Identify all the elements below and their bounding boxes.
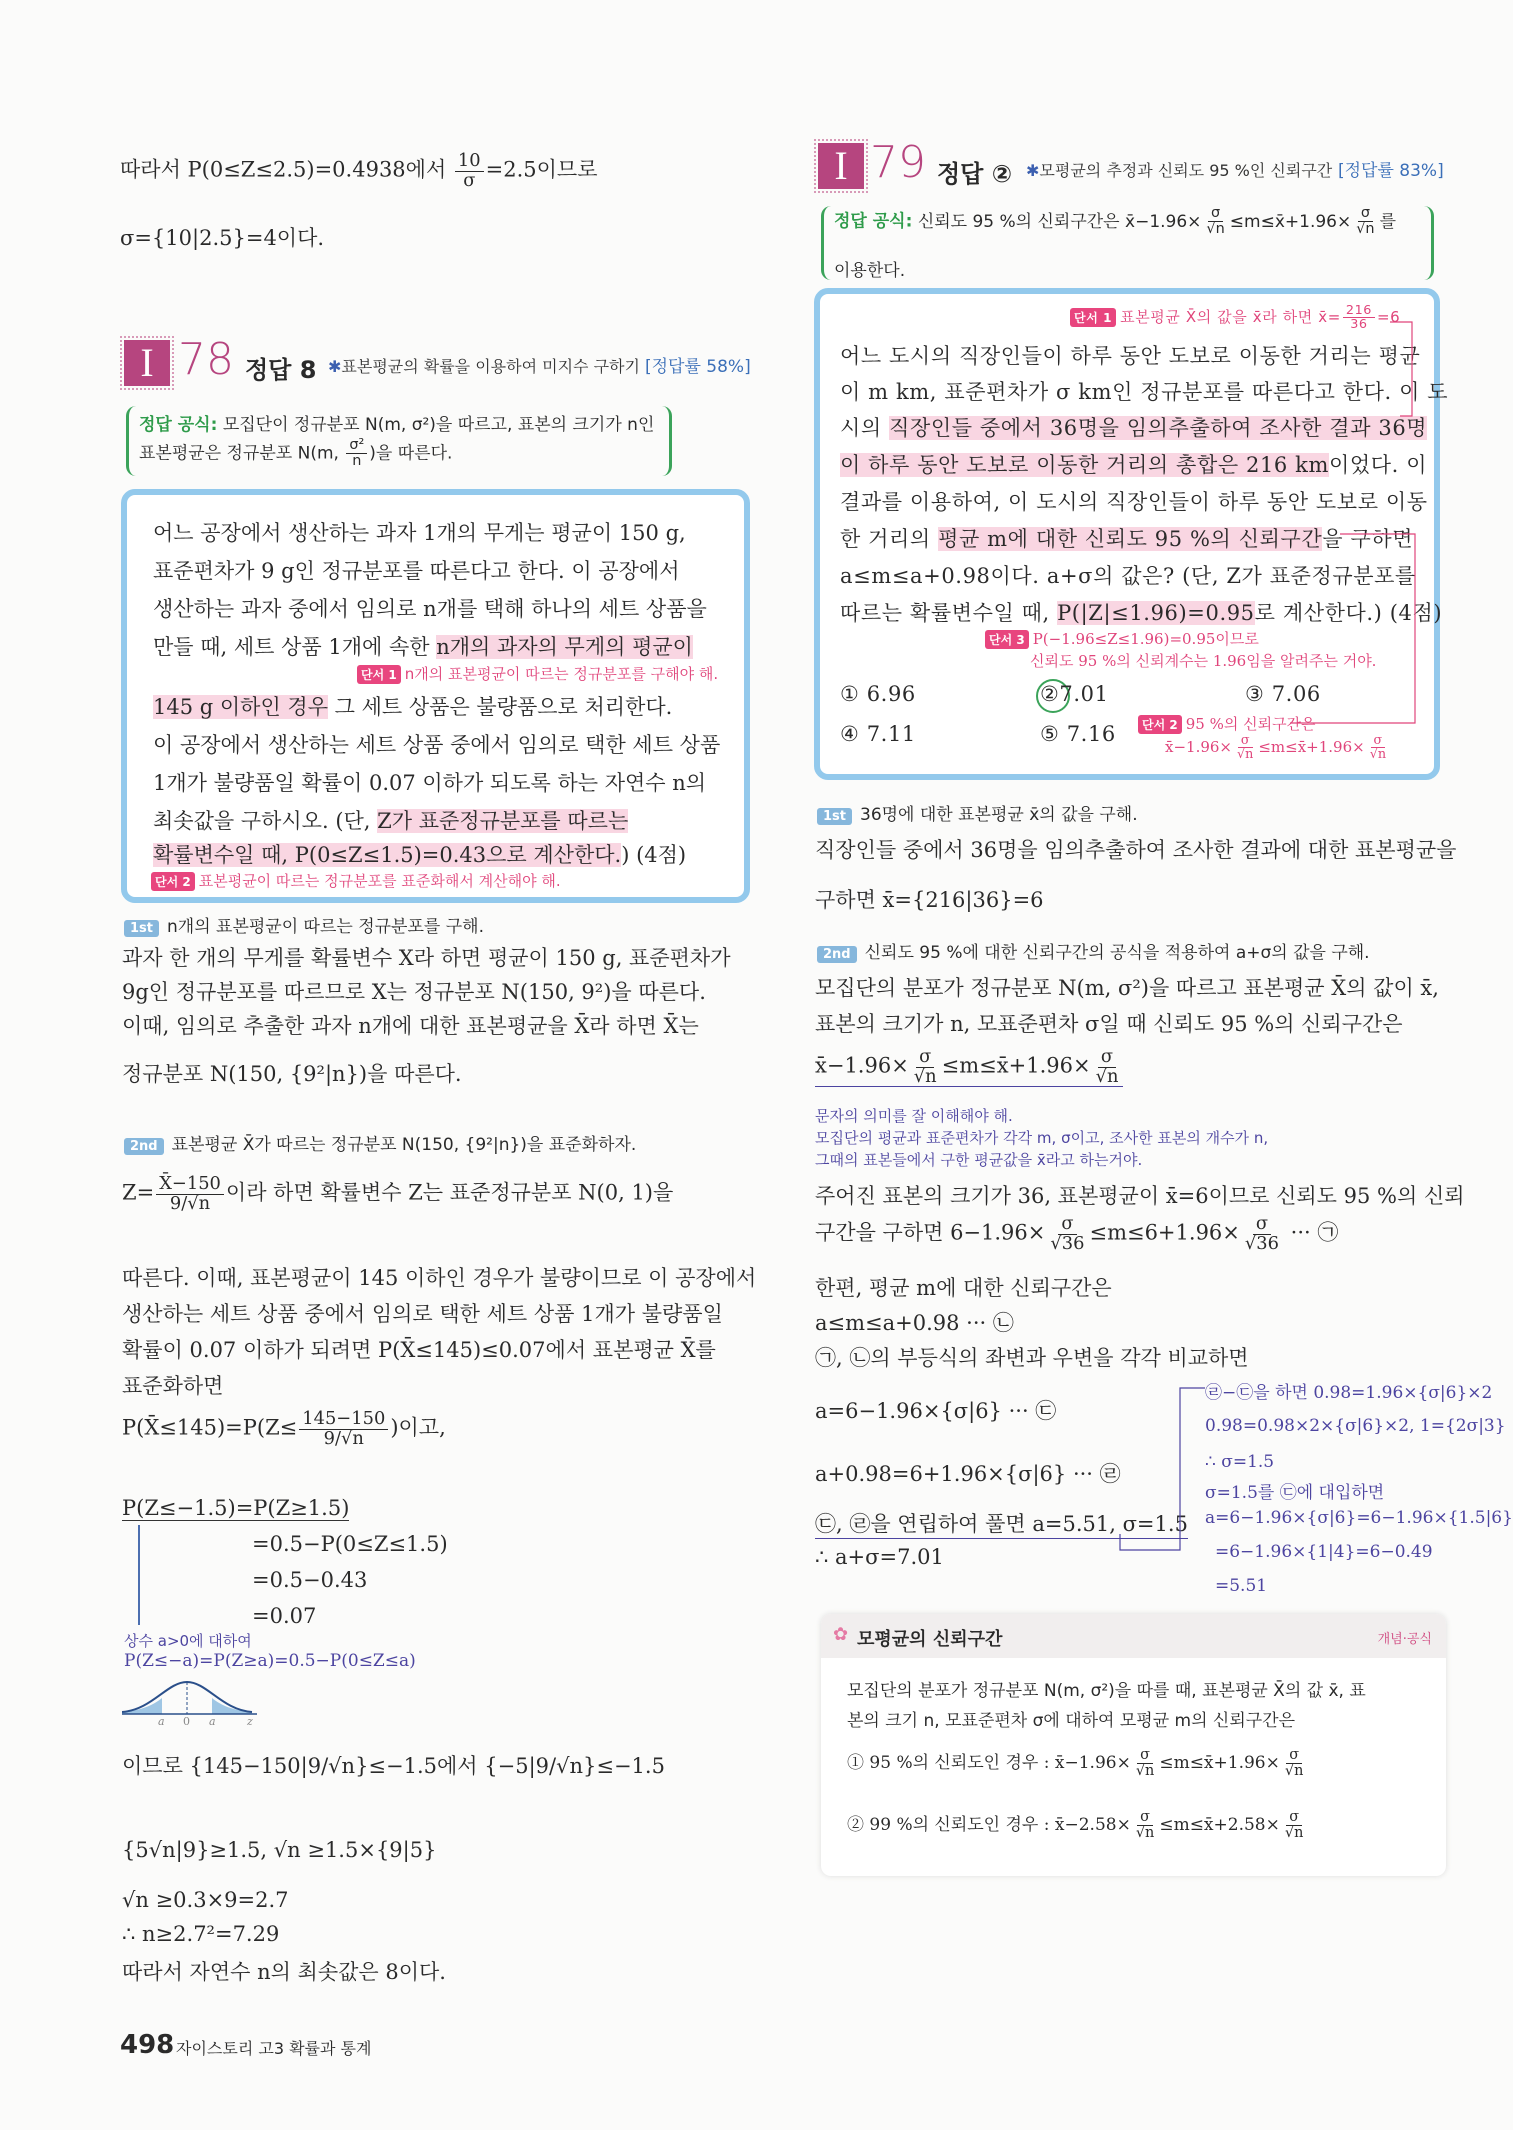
problem-box (121, 489, 750, 903)
curve-label: z (247, 1715, 253, 1726)
side-note: ∴ σ=1.5 (1205, 1452, 1275, 1472)
solution-line: √n ≥0.3×9=2.7 (122, 1888, 289, 1912)
fraction: $\frac{\sigma}{√n}$ (1206, 205, 1225, 238)
problem-line: 이 공장에서 생산하는 세트 상품 중에서 임의로 택한 세트 상품 (153, 733, 721, 757)
problem-line: 만들 때, 세트 상품 1개에 속한 n개의 과자의 무게의 평균이 (153, 635, 693, 659)
hint-connector-lines (820, 294, 1434, 774)
section-badge: I (124, 340, 170, 386)
hint-2: 단서 2 95 %의 신뢰구간은 (1138, 713, 1316, 734)
fraction: $\frac{\sigma}{√n}$ (1356, 205, 1375, 238)
formula-box (126, 406, 672, 476)
step-1-heading: 1st n개의 표본평균이 따르는 정규분포를 구해. (124, 912, 484, 937)
problem-line: 어느 도시의 직장인들이 하루 동안 도보로 이동한 거리는 평균 (840, 344, 1421, 368)
choice-5[interactable]: ⑤ 7.16 (1040, 722, 1116, 746)
note-line: 모집단의 평균과 표준편차가 각각 m, σ이고, 조사한 표본의 개수가 n, (815, 1129, 1269, 1147)
solution-line: a≤m≤a+0.98 ··· ㉡ (815, 1311, 1014, 1335)
fraction: $\frac{\sigma}{√n}$ (1284, 1747, 1304, 1780)
fraction: $\frac{\sigma}{√n}$ (1095, 1046, 1119, 1087)
solution-line: Z= $\frac{X̄-150}{9/√n}$ 이라 하면 확률변수 Z는 표준정규분포 N(0, 1)을 (122, 1173, 674, 1214)
solution-line: a=6−1.96×{σ|6} ··· ㉢ (815, 1399, 1057, 1423)
intro-line-2: σ={10|2.5}=4이다. (120, 226, 325, 250)
book-title: 자이스토리 고3 확률과 통계 (176, 2039, 372, 2058)
side-connector-line (1040, 1380, 1210, 1560)
fraction: $\frac{216}{36}$ (1343, 304, 1375, 332)
problem-line: 확률변수일 때, P(0≤Z≤1.5)=0.43으로 계산한다.) (4점) (153, 843, 687, 867)
concept-tag: 개념·공식 (1377, 1632, 1432, 1647)
answer-label: 정답 8 (245, 356, 317, 384)
solution-line: 따라서 자연수 n의 최솟값은 8이다. (122, 1960, 446, 1984)
correct-rate: [정답률 58%] (645, 357, 751, 377)
side-note: a=6−1.96×{σ|6}=6−1.96×{1.5|6} (1205, 1508, 1513, 1528)
fraction: $\frac{\sigma}{√n}$ (1237, 733, 1254, 763)
concept-header (821, 1614, 1446, 1658)
problem-topic: ✱모평균의 추정과 신뢰도 95 %인 신뢰구간 (1026, 161, 1333, 180)
formula-line-1: 모집단이 정규분포 N(m, σ²)을 따르고, 표본의 크기가 n인 (222, 415, 655, 435)
solution-line: =0.07 (252, 1604, 317, 1628)
choice-4[interactable]: ④ 7.11 (840, 722, 916, 746)
solution-line: 직장인들 중에서 36명을 임의추출하여 조사한 결과에 대한 표본평균을 (815, 838, 1457, 862)
choice-1[interactable]: ① 6.96 (840, 682, 916, 706)
problem-topic: ✱표본평균의 확률을 이용하여 미지수 구하기 (328, 357, 640, 376)
problem-line: 표준편차가 9 g인 정규분포를 따른다고 한다. 이 공장에서 (153, 559, 680, 583)
side-note: =5.51 (1215, 1576, 1268, 1596)
side-note: σ=1.5를 ㉢에 대입하면 (1205, 1483, 1385, 1503)
concept-line: 본의 크기 n, 모표준편차 σ에 대하여 모평균 m의 신뢰구간은 (847, 1711, 1296, 1731)
step-2-heading: 2nd 신뢰도 95 %에 대한 신뢰구간의 공식을 적용하여 a+σ의 값을 구해. (817, 938, 1370, 963)
problem-number: 79 (870, 137, 926, 188)
curve-label: a (158, 1715, 165, 1726)
side-note: 0.98=0.98×2×{σ|6}×2, 1={2σ|3} (1205, 1416, 1506, 1436)
solution-line: x̄−1.96× $\frac{\sigma}{√n}$ ≤m≤x̄+1.96× $\frac{\sigma}{√n}$ (815, 1048, 1123, 1087)
fraction: $\frac{\sigma}{√n}$ (1135, 1809, 1155, 1842)
solution-line: 정규분포 N(150, {9²|n})을 따른다. (122, 1062, 462, 1086)
fraction: $\frac{\text{σ²}}{n}$ (346, 438, 367, 469)
fraction: $\frac{145-150}{9/√n}$ (299, 1410, 388, 1448)
flower-icon: ✿ (833, 1624, 849, 1645)
concept-box (821, 1614, 1446, 1876)
fraction: $\frac{\sigma}{√n}$ (1135, 1747, 1155, 1780)
step-2-heading: 2nd 표본평균 X̄가 따르는 정규분포 N(150, {9²|n})을 표준화하자. (124, 1130, 636, 1155)
hint-3-line-2: 신뢰도 95 %의 신뢰계수는 1.96임을 알려주는 거야. (1030, 652, 1377, 670)
solution-line: 표본의 크기가 n, 모표준편차 σ일 때 신뢰도 95 %의 신뢰구간은 (815, 1012, 1403, 1036)
solution-line: ∴ n≥2.7²=7.29 (122, 1922, 280, 1946)
problem-line: 어느 공장에서 생산하는 과자 1개의 무게는 평균이 150 g, (153, 521, 686, 545)
solution-line: P(Z≤−1.5)=P(Z≥1.5) (122, 1496, 350, 1520)
hint-1: 단서 1 표본평균 X̄의 값을 x̄라 하면 x̄= $\frac{216}{36}$ =6 (1070, 304, 1400, 332)
problem-line: 최솟값을 구하시오. (단, Z가 표준정규분포를 따르는 (153, 809, 629, 833)
formula-label: 정답 공식: (834, 211, 913, 232)
solution-line: 이므로 {145−150|9/√n}≤−1.5에서 {−5|9/√n}≤−1.5 (122, 1754, 665, 1778)
solution-line: =0.5−0.43 (252, 1568, 368, 1592)
problem-line: 시의 직장인들 중에서 36명을 임의추출하여 조사한 결과 36명 (840, 416, 1428, 440)
problem-line: 생산하는 과자 중에서 임의로 n개를 택해 하나의 세트 상품을 (153, 597, 707, 621)
formula-label: 정답 공식: (139, 415, 218, 435)
note-line: P(Z≤−a)=P(Z≥a)=0.5−P(0≤Z≤a) (124, 1651, 416, 1671)
curve-label: 0 (183, 1715, 190, 1726)
section-badge: I (818, 143, 864, 189)
formula-line-2: 표본평균은 정규분포 N(m, $\frac{\text{σ²}}{n}$ )을 따른다. (139, 437, 453, 470)
hint-1: 단서 1 n개의 표본평균이 따르는 정규분포를 구해야 해. (357, 663, 718, 684)
problem-line: 이 m km, 표준편차가 σ km인 정규분포를 따른다고 한다. 이 도 (840, 380, 1449, 404)
problem-line: a≤m≤a+0.98이다. a+σ의 값은? (단, Z가 표준정규분포를 (840, 564, 1416, 588)
problem-number: 78 (178, 334, 234, 385)
concept-line: 모집단의 분포가 정규분포 N(m, σ²)을 따를 때, 표본평균 X̄의 값 x̄, 표 (847, 1681, 1366, 1701)
solution-line: 구간을 구하면 6−1.96× $\frac{\sigma}{√36}$ ≤m≤6+1.96× $\frac{\sigma}{√36}$ ··· ㉠ (815, 1213, 1339, 1254)
note-line: 그때의 표본들에서 구한 평균값을 x̄라고 하는거야. (815, 1151, 1143, 1169)
concept-item-2: ② 99 %의 신뢰도인 경우 : x̄−2.58× $\frac{\sigma}{√n}$ ≤m≤x̄+2.58× $\frac{\sigma}{√n}$ (847, 1810, 1308, 1841)
formula-line-1: 신뢰도 95 %의 신뢰구간은 x̄−1.96× $\frac{\sigma}{√n}$ ≤m≤x̄+1.96× $\frac{\sigma}{√n}$ 를 (917, 205, 1397, 238)
page-number: 498 (120, 2030, 175, 2060)
fraction: $\frac{X̄-150}{9/√n}$ (156, 1175, 224, 1213)
fraction: $\frac{\sigma}{√n}$ (1284, 1809, 1304, 1842)
side-note: =6−1.96×{1|4}=6−0.49 (1215, 1542, 1433, 1562)
concept-title: 모평균의 신뢰구간 (857, 1629, 1003, 1650)
fraction: $\frac{10}{\sigma}$ (455, 152, 484, 190)
problem-line: 145 g 이하인 경우 그 세트 상품은 불량품으로 처리한다. (153, 695, 673, 719)
hint-3: 단서 3 P(−1.96≤Z≤1.96)=0.95이므로 (985, 628, 1259, 649)
solution-line: 표준화하면 (122, 1374, 224, 1398)
solution-line: {5√n|9}≥1.5, √n ≥1.5×{9|5} (122, 1838, 437, 1862)
choice-2[interactable]: ②7.01 (1040, 682, 1109, 706)
formula-box (821, 206, 1434, 280)
highlight: n개의 과자의 무게의 평균이 (436, 635, 693, 659)
hint-2-line-2: x̄−1.96× $\frac{\sigma}{√n}$ ≤m≤x̄+1.96× $\frac{\sigma}{√n}$ (1165, 734, 1391, 762)
intro-line-1: 따라서 P(0≤Z≤2.5)=0.4938에서 $\frac{10}{\sigma}$ =2.5이므로 (120, 150, 598, 191)
note-line: 상수 a>0에 대하여 (124, 1632, 252, 1650)
solution-line: ∴ a+σ=7.01 (815, 1545, 944, 1569)
side-note: ㉣−㉢을 하면 0.98=1.96×{σ|6}×2 (1205, 1383, 1493, 1403)
problem-line: 1개가 불량품일 확률이 0.07 이하가 되도록 하는 자연수 n의 (153, 771, 707, 795)
choice-3[interactable]: ③ 7.06 (1245, 682, 1321, 706)
solution-line: 확률이 0.07 이하가 되려면 P(X̄≤145)≤0.07에서 표본평균 X̄를 (122, 1338, 716, 1362)
normal-curve-diagram (122, 1676, 262, 1726)
correct-rate: [정답률 83%] (1338, 161, 1444, 181)
solution-line: 따른다. 이때, 표본평균이 145 이하인 경우가 불량이므로 이 공장에서 (122, 1266, 757, 1290)
fraction: $\frac{\sigma}{√n}$ (1369, 733, 1387, 763)
formula-line-2: 이용한다. (834, 261, 906, 281)
problem-line: 한 거리의 평균 m에 대한 신뢰도 95 %의 신뢰구간을 구하면 (840, 527, 1414, 551)
arrow-line (138, 1525, 140, 1625)
curve-label: a (209, 1715, 216, 1726)
solution-line: ㉢, ㉣을 연립하여 풀면 a=5.51, σ=1.5 (815, 1508, 1188, 1539)
problem-box (814, 288, 1449, 780)
fraction: $\frac{\sigma}{√n}$ (913, 1046, 937, 1087)
fraction: $\frac{\sigma}{√36}$ (1244, 1213, 1279, 1254)
fraction: $\frac{\sigma}{√36}$ (1050, 1213, 1085, 1254)
problem-line: 이 하루 동안 도보로 이동한 거리의 총합은 216 km이었다. 이 (840, 453, 1428, 477)
note-line: 문자의 의미를 잘 이해해야 해. (815, 1107, 1013, 1125)
answer-label: 정답 ② (937, 160, 1013, 188)
solution-line: P(X̄≤145)=P(Z≤ $\frac{145-150}{9/√n}$ )이고, (122, 1408, 446, 1449)
solution-line: 모집단의 분포가 정규분포 N(m, σ²)을 따르고 표본평균 X̄의 값이 x̄, (815, 976, 1439, 1000)
concept-item-1: ① 95 %의 신뢰도인 경우 : x̄−1.96× $\frac{\sigma}{√n}$ ≤m≤x̄+1.96× $\frac{\sigma}{√n}$ (847, 1748, 1308, 1779)
solution-line: 구하면 x̄={216|36}=6 (815, 888, 1044, 912)
solution-line: 생산하는 세트 상품 중에서 임의로 택한 세트 상품 1개가 불량품일 (122, 1302, 723, 1326)
solution-line: 주어진 표본의 크기가 36, 표본평균이 x̄=6이므로 신뢰도 95 %의 신뢰 (815, 1184, 1465, 1208)
solution-line: ㉠, ㉡의 부등식의 좌변과 우변을 각각 비교하면 (815, 1346, 1249, 1370)
solution-line: =0.5−P(0≤Z≤1.5) (252, 1532, 448, 1556)
problem-line: 따르는 확률변수일 때, P(|Z|≤1.96)=0.95로 계산한다.) (4점) (840, 601, 1443, 625)
solution-line: 9g인 정규분포를 따르므로 X는 정규분포 N(150, 9²)을 따른다. (122, 980, 706, 1004)
solution-line: 한편, 평균 m에 대한 신뢰구간은 (815, 1276, 1112, 1300)
problem-line: 결과를 이용하여, 이 도시의 직장인들이 하루 동안 도보로 이동 (840, 490, 1428, 514)
step-1-heading: 1st 36명에 대한 표본평균 x̄의 값을 구해. (817, 800, 1138, 825)
hint-2: 단서 2 표본평균이 따르는 정규분포를 표준화해서 계산해야 해. (151, 870, 561, 891)
solution-line: 이때, 임의로 추출한 과자 n개에 대한 표본평균을 X̄라 하면 X̄는 (122, 1014, 699, 1038)
solution-line: a+0.98=6+1.96×{σ|6} ··· ㉣ (815, 1462, 1121, 1486)
solution-line: 과자 한 개의 무게를 확률변수 X라 하면 평균이 150 g, 표준편차가 (122, 946, 731, 970)
